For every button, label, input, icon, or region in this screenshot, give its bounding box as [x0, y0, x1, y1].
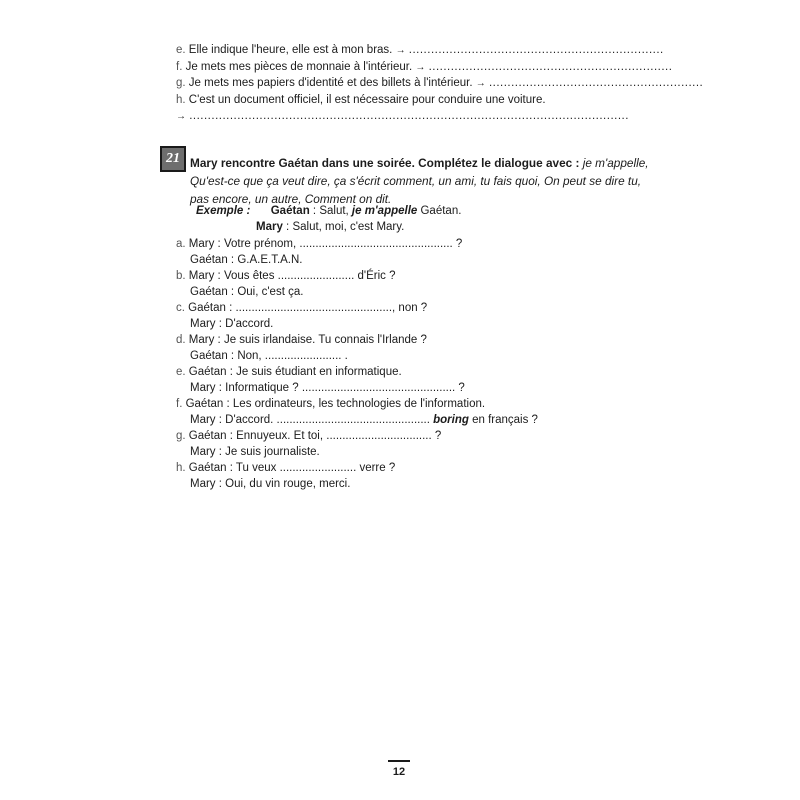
- item-h: [176, 93, 546, 108]
- page-number-rule: [388, 760, 410, 762]
- item-text: C'est un document officiel, il est nécessaire pour conduire une voiture.: [188, 94, 546, 106]
- line-label: b.: [176, 270, 186, 282]
- speaker: Mary: [256, 221, 283, 233]
- answer-blank[interactable]: .......................................................................................................................: [189, 110, 629, 122]
- line-text: : Les ordinateurs, les technologies de l'information.: [223, 398, 486, 410]
- item-g: [176, 76, 703, 91]
- arrow-icon: →: [176, 111, 186, 122]
- dialogue-line[interactable]: [176, 269, 396, 284]
- item-text: Elle indique l'heure, elle est à mon bras.: [188, 44, 393, 56]
- exercise-instruction: [190, 154, 650, 208]
- line-label: d.: [176, 334, 186, 346]
- line-text: : Vous êtes ........................ d'Éric ?: [214, 270, 396, 282]
- line-text: : Votre prénom, ................................................ ?: [214, 238, 463, 250]
- dialogue-line[interactable]: [176, 461, 395, 476]
- dialogue-line: [190, 253, 303, 268]
- example-label: Exemple :: [196, 205, 251, 217]
- line-text: : Oui, c'est ça.: [227, 286, 304, 298]
- foreign-word: boring: [429, 414, 469, 426]
- answer-blank[interactable]: ..................................................................: [428, 61, 673, 73]
- instruction-word-list: je m'appelle, Qu'est-ce que ça veut dire, ça s'écrit comment, un ami, tu fais quoi, On peut se dire tu, pas encore, un autre, Comment on dit.: [190, 156, 649, 206]
- dialogue-line[interactable]: [176, 237, 462, 252]
- line-label: c.: [176, 302, 185, 314]
- speaker: Gaétan: [190, 254, 228, 266]
- item-text: Je mets mes pièces de monnaie à l'intérieur.: [185, 61, 413, 73]
- example-text: Gaétan.: [417, 205, 462, 217]
- example-line-1: [196, 204, 461, 219]
- item-h-answer: [176, 109, 629, 124]
- line-text: : D'accord.: [215, 318, 274, 330]
- page-number: 12: [392, 766, 406, 778]
- speaker: Mary: [188, 334, 215, 346]
- dialogue-line[interactable]: [190, 413, 538, 428]
- dialogue-line[interactable]: [190, 381, 465, 396]
- speaker: Mary: [190, 318, 216, 330]
- dialogue-line: [176, 333, 427, 348]
- dialogue-line: [190, 285, 303, 300]
- speaker: Mary: [190, 414, 216, 426]
- line-label: f.: [176, 398, 183, 410]
- exercise-number-badge: 21: [160, 146, 186, 172]
- item-label: f.: [176, 61, 183, 73]
- speaker: Gaétan: [188, 462, 227, 474]
- line-label: h.: [176, 462, 186, 474]
- item-f: [176, 60, 672, 75]
- speaker: Mary: [188, 270, 215, 282]
- example-text: : Salut,: [309, 205, 352, 217]
- speaker: Mary: [190, 478, 216, 490]
- item-label: h.: [176, 94, 186, 106]
- line-text: : Informatique ? ................................................ ?: [215, 382, 465, 394]
- dialogue-line[interactable]: [176, 301, 427, 316]
- dialogue-line: [190, 445, 320, 460]
- item-e: [176, 43, 664, 58]
- dialogue-line[interactable]: [190, 349, 348, 364]
- line-text: : Oui, du vin rouge, merci.: [215, 478, 351, 490]
- speaker: Gaétan: [190, 286, 228, 298]
- arrow-icon: →: [415, 62, 426, 73]
- line-text: : Tu veux ........................ verre ?: [226, 462, 396, 474]
- speaker: Gaétan: [270, 205, 310, 217]
- line-text: : Ennuyeux. Et toi, ................................. ?: [226, 430, 442, 442]
- instruction-bold: Mary rencontre Gaétan dans une soirée. Complétez le dialogue avec :: [190, 156, 580, 170]
- answer-blank[interactable]: ..........................................................: [488, 77, 704, 89]
- line-label: a.: [176, 238, 186, 250]
- line-text: : Je suis journaliste.: [215, 446, 320, 458]
- speaker: Gaétan: [188, 430, 227, 442]
- arrow-icon: →: [475, 78, 486, 89]
- dialogue-line[interactable]: [176, 429, 441, 444]
- line-text: : ................................................., non ?: [225, 302, 428, 314]
- line-text: : Je suis irlandaise. Tu connais l'Irlande ?: [214, 334, 427, 346]
- speaker: Mary: [188, 238, 215, 250]
- speaker: Mary: [190, 382, 216, 394]
- item-text: Je mets mes papiers d'identité et des billets à l'intérieur.: [188, 77, 473, 89]
- speaker: Gaétan: [188, 366, 227, 378]
- example-highlight: je m'appelle: [351, 205, 418, 217]
- dialogue-line: [190, 477, 350, 492]
- dialogue-line: [176, 365, 402, 380]
- example-text: : Salut, moi, c'est Mary.: [282, 221, 405, 233]
- speaker: Gaétan: [185, 398, 224, 410]
- line-text: : Je suis étudiant en informatique.: [226, 366, 402, 378]
- item-label: g.: [176, 77, 186, 89]
- line-label: e.: [176, 366, 186, 378]
- line-text: : Non, ........................ .: [227, 350, 348, 362]
- item-label: e.: [176, 44, 186, 56]
- speaker: Mary: [190, 446, 216, 458]
- answer-blank[interactable]: .....................................................................: [408, 44, 664, 56]
- line-text: en français ?: [468, 414, 538, 426]
- speaker: Gaétan: [190, 350, 228, 362]
- speaker: Gaétan: [188, 302, 226, 314]
- dialogue-line: [176, 397, 485, 412]
- example-line-2: [256, 220, 404, 235]
- arrow-icon: →: [395, 45, 406, 56]
- line-text: : D'accord. ................................................: [215, 414, 430, 426]
- line-text: : G.A.E.T.A.N.: [227, 254, 303, 266]
- line-label: g.: [176, 430, 186, 442]
- dialogue-line: [190, 317, 273, 332]
